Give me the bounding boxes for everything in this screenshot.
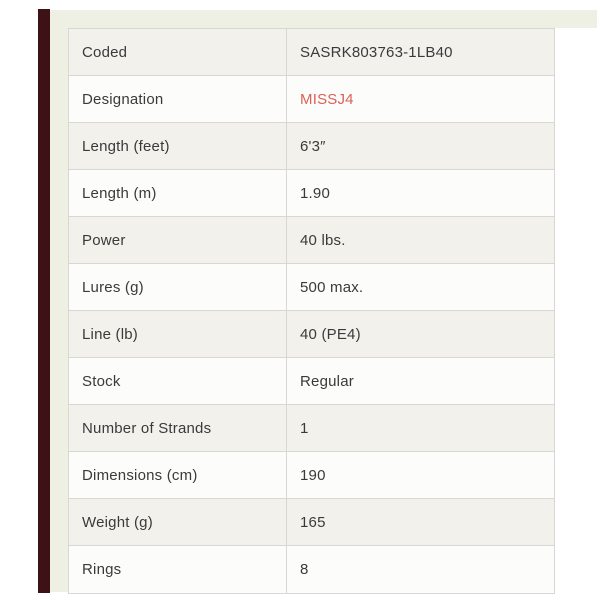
spec-label: Designation [82,90,164,108]
spec-label: Coded [82,43,128,61]
spec-value: 8 [286,546,554,593]
spec-value: 190 [286,452,554,498]
table-row [69,546,554,593]
spec-label: Stock [82,372,121,390]
table-row [69,452,554,499]
table-row [69,76,554,123]
spec-label: Number of Strands [82,419,212,437]
table-row [69,29,554,76]
table-row [69,264,554,311]
table-row [69,358,554,405]
spec-value: 40 (PE4) [286,311,554,357]
spec-label: Power [82,231,126,249]
designation-link[interactable]: MISSJ4 [286,76,554,122]
table-row [69,123,554,170]
spec-label: Line (lb) [82,325,138,343]
spec-value: SASRK803763-1LB40 [286,29,554,75]
spec-label: Weight (g) [82,513,153,531]
spec-value: Regular [286,358,554,404]
spec-label: Lures (g) [82,278,144,296]
spec-value: 165 [286,499,554,545]
spec-value: 1.90 [286,170,554,216]
table-row [69,170,554,217]
spec-value: 1 [286,405,554,451]
table-row [69,405,554,452]
page-background-panel-top [43,10,597,28]
spec-value: 40 lbs. [286,217,554,263]
spec-label: Rings [82,561,122,578]
table-row [69,311,554,358]
table-row [69,499,554,546]
left-accent-bar [38,9,50,593]
spec-label: Length (m) [82,184,157,202]
spec-label: Length (feet) [82,137,170,155]
spec-label: Dimensions (cm) [82,466,198,484]
spec-value: 6'3″ [286,123,554,169]
spec-value: 500 max. [286,264,554,310]
specs-table [68,28,555,594]
table-row [69,217,554,264]
